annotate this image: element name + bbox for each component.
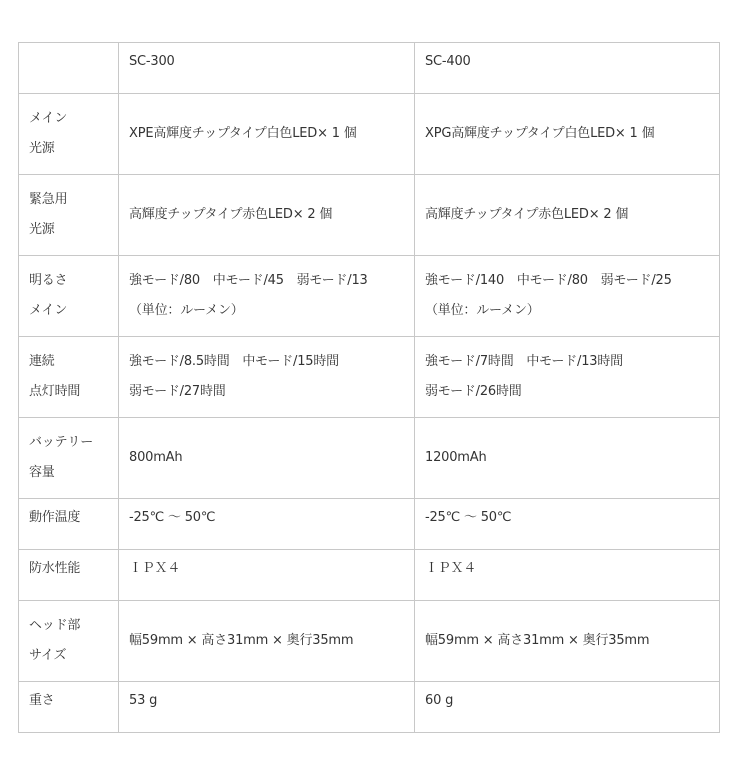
sc400-cell (415, 550, 720, 601)
cell-line: -25℃ 〜 50℃ (129, 510, 216, 525)
sc400-cell (415, 256, 720, 337)
sc300-cell (119, 256, 415, 337)
sc300-cell (119, 550, 415, 601)
row-label-line: メイン (29, 111, 68, 126)
row-label (19, 175, 119, 256)
row-label (19, 499, 119, 550)
cell-line: 高輝度チップタイプ赤色LED× 2 個 (425, 207, 629, 222)
row-label-line: 光源 (29, 222, 55, 237)
sc400-cell (415, 601, 720, 682)
sc300-cell (119, 94, 415, 175)
sc400-cell (415, 499, 720, 550)
spec-comparison-table (18, 42, 720, 733)
cell-line: 60 g (425, 693, 454, 708)
cell-line: 高輝度チップタイプ赤色LED× 2 個 (129, 207, 333, 222)
sc400-cell (415, 682, 720, 733)
sc300-cell (119, 499, 415, 550)
sc300-cell (119, 601, 415, 682)
cell-line: XPE高輝度チップタイプ白色LED× 1 個 (129, 126, 357, 141)
row-label-line: メイン (29, 303, 68, 318)
cell-line: 弱モード/26時間 (425, 384, 522, 399)
sc300-cell (119, 175, 415, 256)
row-label (19, 601, 119, 682)
row-label-line: サイズ (29, 648, 67, 663)
table-row-main-light (19, 94, 720, 175)
sc400-cell (415, 94, 720, 175)
row-label-line: 連続 (29, 354, 55, 369)
cell-line: 弱モード/27時間 (129, 384, 226, 399)
table-row-brightness (19, 256, 720, 337)
cell-line: 強モード/7時間 中モード/13時間 (425, 354, 623, 369)
cell-line: 800mAh (129, 450, 183, 465)
row-label-line: 点灯時間 (29, 384, 81, 399)
row-label (19, 550, 119, 601)
table-row-waterproof (19, 550, 720, 601)
row-label-line: ヘッド部 (29, 618, 81, 633)
row-label (19, 682, 119, 733)
row-label-line: 明るさ (29, 273, 68, 288)
cell-line: 強モード/140 中モード/80 弱モード/25 (425, 273, 672, 288)
row-label (19, 94, 119, 175)
sc300-cell (119, 337, 415, 418)
cell-line: 強モード/80 中モード/45 弱モード/13 (129, 273, 368, 288)
row-label-line: 光源 (29, 141, 55, 156)
table-row-weight (19, 682, 720, 733)
sc400-cell (415, 337, 720, 418)
cell-line: 1200mAh (425, 450, 487, 465)
cell-line: XPG高輝度チップタイプ白色LED× 1 個 (425, 126, 655, 141)
model-header-sc400: SC-400 (415, 43, 720, 94)
row-label-line: バッテリー (29, 435, 94, 450)
table-row-emergency-light (19, 175, 720, 256)
row-label (19, 256, 119, 337)
sc400-cell (415, 175, 720, 256)
table-row-head-size (19, 601, 720, 682)
sc400-cell (415, 418, 720, 499)
cell-line: 53 g (129, 693, 158, 708)
cell-line: （単位：ルーメン） (425, 303, 540, 318)
header-corner-cell (19, 43, 119, 94)
sc300-cell (119, 682, 415, 733)
row-label-line: 重さ (29, 693, 55, 708)
table-row-runtime (19, 337, 720, 418)
table-row-battery (19, 418, 720, 499)
table-header-row (19, 43, 720, 94)
row-label (19, 337, 119, 418)
cell-line: ＩＰＸ４ (425, 561, 477, 576)
cell-line: 幅59mm × 高さ31mm × 奥行35mm (129, 633, 354, 648)
row-label-line: 容量 (29, 465, 55, 480)
row-label-line: 緊急用 (29, 192, 68, 207)
cell-line: 強モード/8.5時間 中モード/15時間 (129, 354, 339, 369)
cell-line: -25℃ 〜 50℃ (425, 510, 512, 525)
model-header-sc300: SC-300 (119, 43, 415, 94)
cell-line: 幅59mm × 高さ31mm × 奥行35mm (425, 633, 650, 648)
cell-line: （単位：ルーメン） (129, 303, 244, 318)
row-label-line: 防水性能 (29, 561, 81, 576)
table-row-operating-temp (19, 499, 720, 550)
row-label (19, 418, 119, 499)
sc300-cell (119, 418, 415, 499)
row-label-line: 動作温度 (29, 510, 81, 525)
cell-line: ＩＰＸ４ (129, 561, 181, 576)
